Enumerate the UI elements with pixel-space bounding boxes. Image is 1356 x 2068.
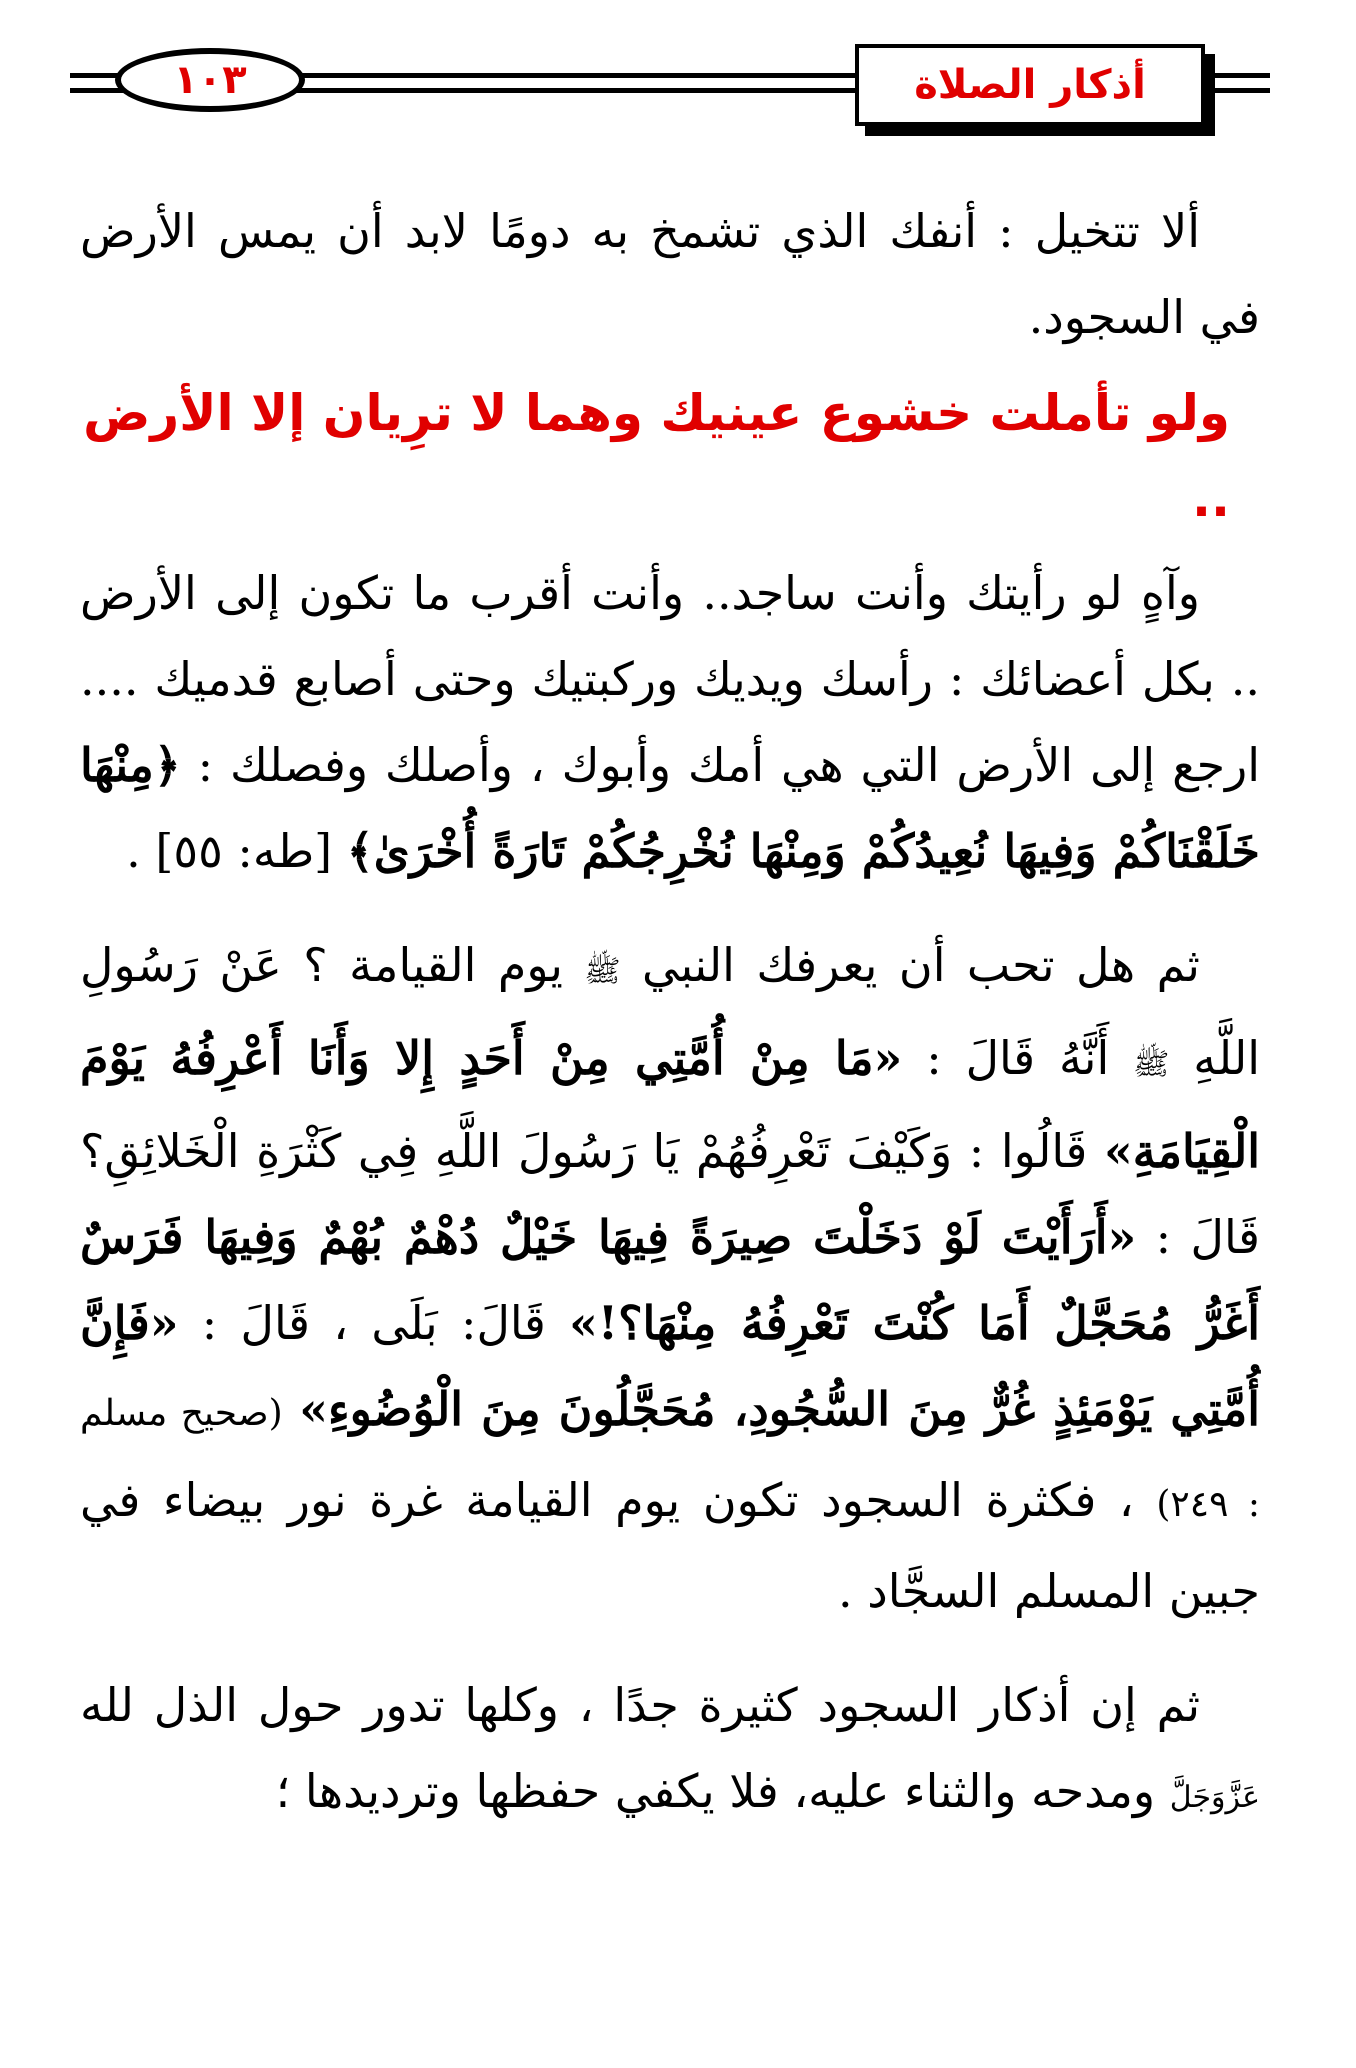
hadith-quote-1: «مَا مِنْ أُمَّتِي مِنْ أَحَدٍ إِلا وَأَنَا أَعْرِفُهُ يَوْمَ الْقِيَامَةِ»: [80, 1031, 1260, 1178]
paragraph-3-text-b: يوم القيامة ؟ عَنْ رَسُولِ اللَّهِ: [80, 938, 1260, 1085]
paragraph-2-text: وآهٍ لو رأيتك وأنت ساجد.. وأنت أقرب ما تكون إلى الأرض .. بكل أعضائك : رأسك ويديك وركبتيك وحتى أصابع قدميك .... ارجع إلى الأرض التي هي أمك وأبوك ، وأصلك وفصلك :: [80, 566, 1260, 792]
section-heading: ولو تأملت خشوع عينيك وهما لا ترِيان إلا الأرض ..: [83, 384, 1230, 528]
paragraph-4-text: ثم إن أذكار السجود كثيرة جدًا ، وكلها تدور حول الذل لله: [80, 1678, 1200, 1732]
paragraph-3-text: ثم هل تحب أن يعرفك النبي: [620, 938, 1200, 992]
paragraph-3: [80, 922, 1260, 1634]
paragraph-1: [80, 188, 1260, 360]
hadith-quote-3: «فَإِنَّ أُمَّتِي يَوْمَئِذٍ غُرٌّ مِنَ السُّجُودِ، مُحَجَّلُونَ مِنَ الْوُضُوءِ»: [80, 1296, 1261, 1436]
paragraph-2: [80, 550, 1260, 894]
quran-verse: ﴿مِنْهَا خَلَقْنَاكُمْ وَفِيهَا نُعِيدُكُمْ وَمِنْهَا نُخْرِجُكُمْ تَارَةً أُخْرَىٰ﴾: [80, 738, 1260, 878]
paragraph-1-text: ألا تتخيل : أنفك الذي تشمخ به دومًا لابد أن يمس الأرض في السجود.: [80, 204, 1260, 344]
paragraph-3-text-c: أَنَّهُ قَالَ :: [902, 1031, 1134, 1085]
chapter-title-box: [855, 44, 1205, 126]
paragraph-4-text-b: ومدحه والثناء عليه، فلا يكفي حفظها وترديدها ؛: [275, 1764, 1170, 1818]
hadith-source: (صحيح مسلم : ٢٤٩): [80, 1393, 1260, 1525]
paragraph-3-text-e: قَالَ: بَلَى ، قَالَ :: [178, 1296, 570, 1350]
chapter-title: أذكار الصلاة: [914, 62, 1146, 108]
page-number-badge: [115, 48, 305, 112]
paragraph-3-text-d: قَالُوا : وَكَيْفَ تَعْرِفُهُمْ يَا رَسُولَ اللَّهِ فِي كَثْرَةِ الْخَلائِقِ؟ قَالَ :: [80, 1124, 1260, 1264]
page-header: [0, 0, 1356, 150]
hadith-quote-2: «أَرَأَيْتَ لَوْ دَخَلْتَ صِيرَةً فِيهَا خَيْلٌ دُهْمٌ بُهْمٌ وَفِيهَا فَرَسٌ أَغَرُّ مُحَجَّلٌ أَمَا كُنْتَ تَعْرِفُهُ مِنْهَا؟!»: [80, 1210, 1260, 1350]
page-body: [80, 188, 1260, 1841]
paragraph-4: [80, 1662, 1260, 1841]
verse-reference: [طه: ٥٥] .: [126, 824, 347, 878]
page-number: ١٠٣: [173, 57, 247, 103]
azza-glyph: عَزَّوَجَلَّ: [1169, 1780, 1260, 1815]
honorific-glyph: ﷺ: [584, 954, 621, 989]
paragraph-3-text-f: ، فكثرة السجود تكون يوم القيامة غرة نور بيضاء في جبين المسلم السجَّاد .: [80, 1473, 1260, 1618]
honorific-glyph-2: ﷺ: [1133, 1047, 1170, 1082]
